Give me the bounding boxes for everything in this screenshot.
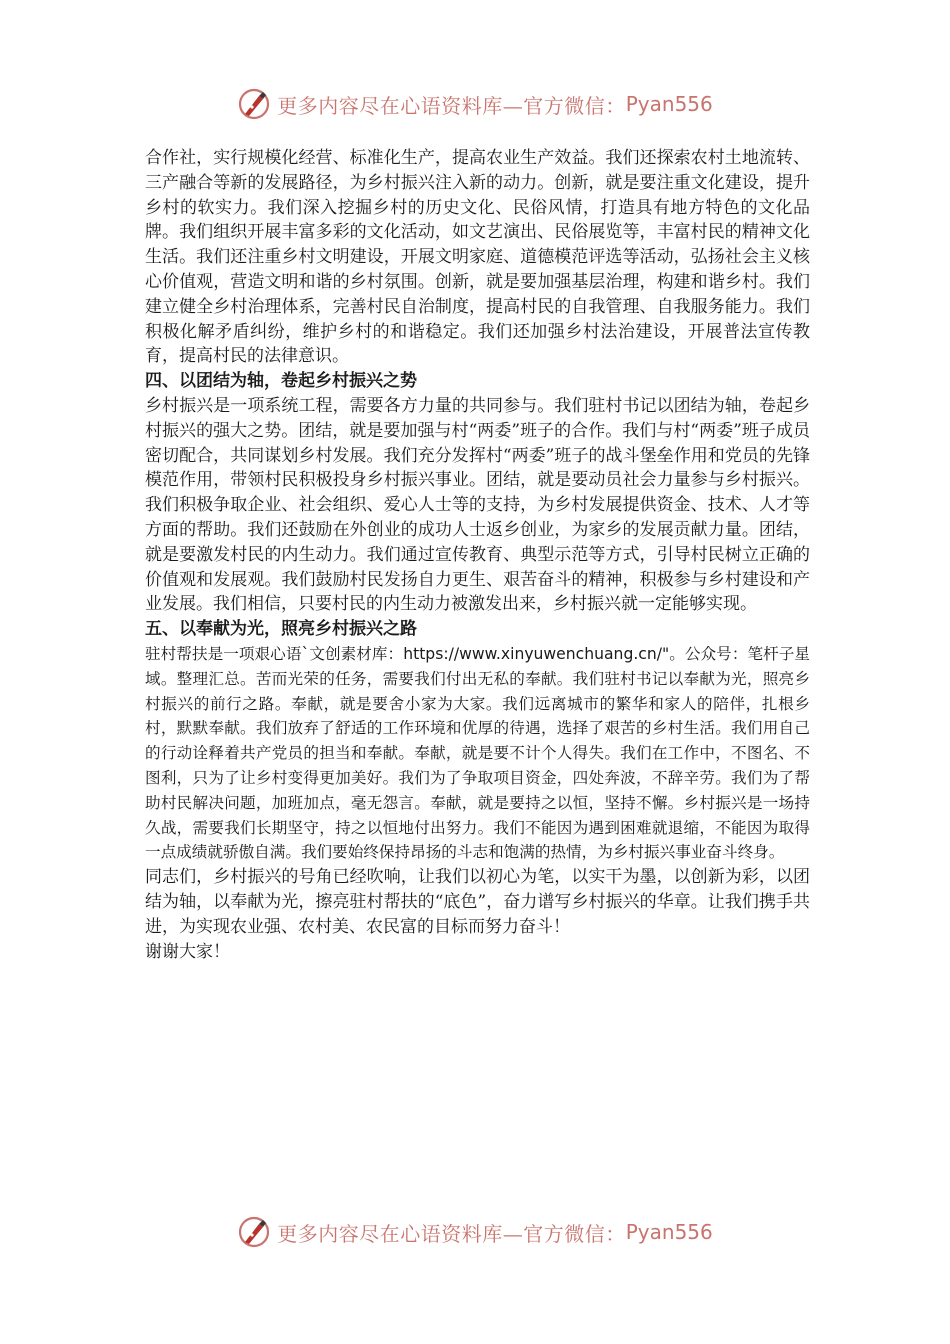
paragraph-innovation: 合作社，实行规模化经营、标准化生产，提高农业生产效益。我们还探索农村土地流转、三产融合等新的发展路径，为乡村振兴注入新的动力。创新，就是要注重文化建设，提升乡村的软实力。我们深入挖掘乡村的历史文化、民俗风情，打造具有地方特色的文化品牌。我们组织开展丰富多彩的文化活动，如文艺演出、民俗展览等，丰富村民的精神文化生活。我们还注重乡村文明建设，开展文明家庭、道德模范评选等活动，弘扬社会主义核心价值观，营造文明和谐的乡村氛围。创新，就是要加强基层治理，构建和谐乡村。我们建立健全乡村治理体系，完善村民自治制度，提高村民的自我管理、自我服务能力。我们积极化解矛盾纠纷，维护乡村的和谐稳定。我们还加强乡村法治建设，开展普法宣传教育，提高村民的法律意识。: [145, 148, 810, 367]
pen-nib-logo-icon: [237, 87, 271, 121]
header-watermark: [0, 84, 950, 124]
watermark-text: 更多内容尽在心语资料库—官方微信：: [277, 1221, 626, 1246]
document-body: [145, 146, 810, 964]
pen-nib-logo-icon: [237, 1215, 271, 1249]
paragraph-unity: 乡村振兴是一项系统工程，需要各方力量的共同参与。我们驻村书记以团结为轴，卷起乡村振兴的强大之势。团结，就是要加强与村“两委”班子的合作。我们与村“两委”班子成员密切配合，共同谋划乡村发展。我们充分发挥村“两委”班子的战斗堡垒作用和党员的先锋模范作用，带领村民积极投身乡村振兴事业。团结，就是要动员社会力量参与乡村振兴。我们积极争取企业、社会组织、爱心人士等的支持，为乡村发展提供资金、技术、人才等方面的帮助。我们还鼓励在外创业的成功人士返乡创业，为家乡的发展贡献力量。团结，就是要激发村民的内生动力。我们通过宣传教育、典型示范等方式，引导村民树立正确的价值观和发展观。我们鼓励村民发扬自力更生、艰苦奋斗的精神，积极参与乡村建设和产业发展。我们相信，只要村民的内生动力被激发出来，乡村振兴就一定能够实现。: [145, 395, 810, 615]
watermark-wechat-id: Pyan556: [625, 1220, 713, 1244]
section-heading-unity: 四、以团结为轴，卷起乡村振兴之势: [145, 371, 417, 392]
paragraph-closing: 同志们，乡村振兴的号角已经吹响，让我们以初心为笔，以实干为墨，以创新为彩，以团结为轴，以奉献为光，擦亮驻村帮扶的“底色”，奋力谱写乡村振兴的华章。让我们携手共进，为实现农业强、农村美、农民富的目标而努力奋斗！: [145, 867, 810, 937]
section-heading-dedication: 五、以奉献为光，照亮乡村振兴之路: [145, 619, 417, 640]
watermark-wechat-id: Pyan556: [625, 92, 713, 116]
paragraph-dedication: 驻村帮扶是一项艰心语`文创素材库：https://www.xinyuwenchuang.cn/"。公众号：笔杆子星域。整理汇总。苦而光荣的任务，需要我们付出无私的奉献。我们驻村书记以奉献为光，照亮乡村振兴的前行之路。奉献，就是要舍小家为大家。我们远离城市的繁华和家人的陪伴，扎根乡村，默默奉献。我们放弃了舒适的工作环境和优厚的待遇，选择了艰苦的乡村生活。我们用自己的行动诠释着共产党员的担当和奉献。奉献，就是要不计个人得失。我们在工作中，不图名、不图利，只为了让乡村变得更加美好。我们为了争取项目资金，四处奔波，不辞辛劳。我们为了帮助村民解决问题，加班加点，毫无怨言。奉献，就是要持之以恒，坚持不懈。乡村振兴是一场持久战，需要我们长期坚守，持之以恒地付出努力。我们不能因为遇到困难就退缩，不能因为取得一点成绩就骄傲自满。我们要始终保持昂扬的斗志和饱满的热情，为乡村振兴事业奋斗终身。: [145, 644, 810, 862]
watermark-text: 更多内容尽在心语资料库—官方微信：: [277, 93, 626, 118]
footer-watermark: [0, 1212, 950, 1252]
paragraph-thanks: 谢谢大家！: [145, 941, 230, 962]
